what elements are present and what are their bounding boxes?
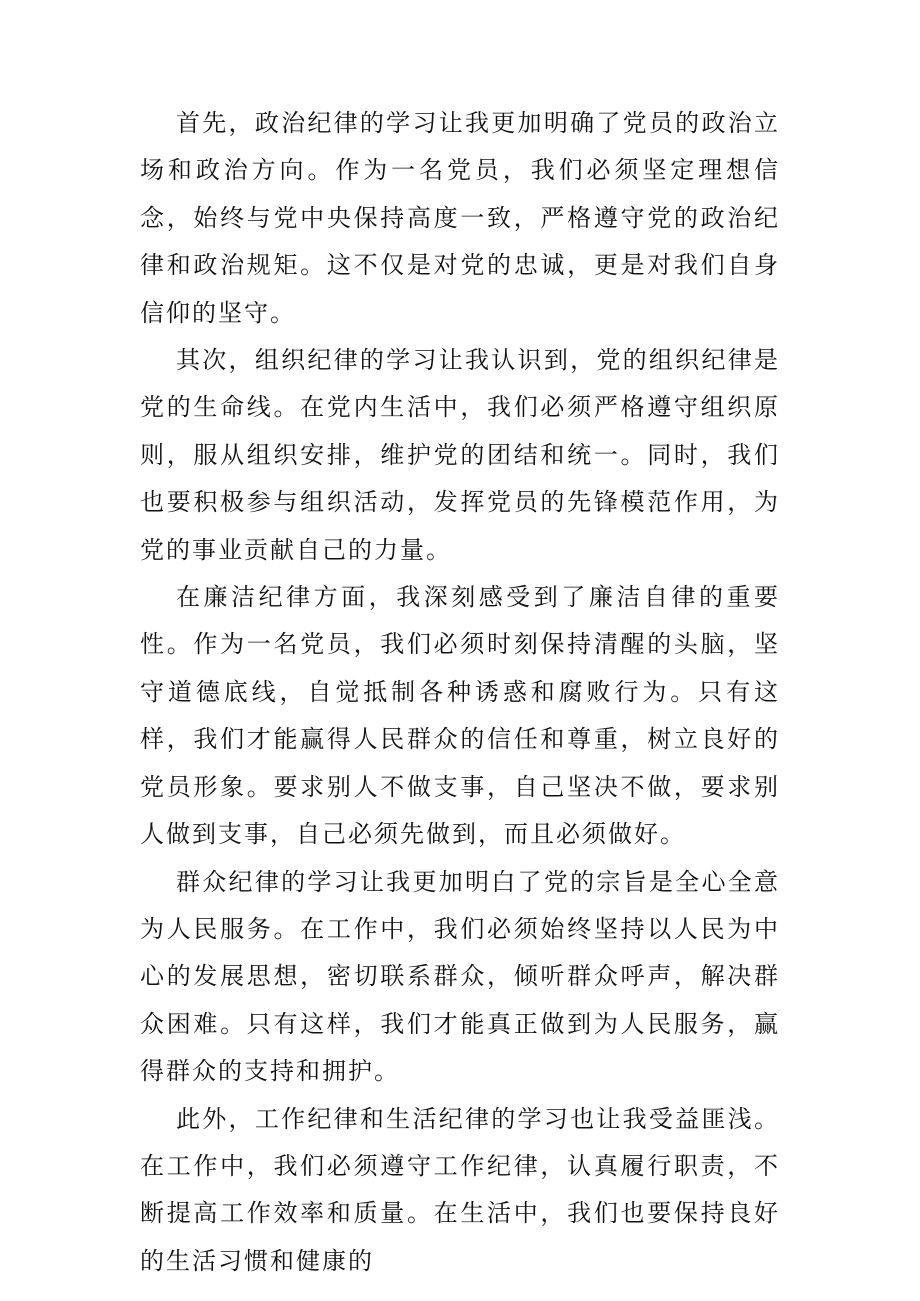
- paragraph-work-life-discipline: 此外，工作纪律和生活纪律的学习也让我受益匪浅。在工作中，我们必须遵守工作纪律，认真履行职责，不断提高工作效率和质量。在生活中，我们也要保持良好的生活习惯和健康的: [140, 1104, 780, 1275]
- paragraph-political-discipline: 首先，政治纪律的学习让我更加明确了党员的政治立场和政治方向。作为一名党员，我们必须坚定理想信念，始终与党中央保持高度一致，严格遵守党的政治纪律和政治规矩。这不仅是对党的忠诚，更是对我们自身信仰的坚守。: [140, 109, 780, 327]
- paragraph-organizational-discipline: 其次，组织纪律的学习让我认识到，党的组织纪律是党的生命线。在党内生活中，我们必须严格遵守组织原则，服从组织安排，维护党的团结和统一。同时，我们也要积极参与组织活动，发挥党员的先锋模范作用，为党的事业贡献自己的力量。: [140, 346, 780, 564]
- paragraph-mass-discipline: 群众纪律的学习让我更加明白了党的宗旨是全心全意为人民服务。在工作中，我们必须始终坚持以人民为中心的发展思想，密切联系群众，倾听群众呼声，解决群众困难。只有这样，我们才能真正做到为人民服务，赢得群众的支持和拥护。: [140, 867, 780, 1086]
- paragraph-integrity-discipline: 在廉洁纪律方面，我深刻感受到了廉洁自律的重要性。作为一名党员，我们必须时刻保持清醒的头脑，坚守道德底线，自觉抵制各种诱惑和腐败行为。只有这样，我们才能赢得人民群众的信任和尊重，树立良好的党员形象。要求别人不做支事，自己坚决不做，要求别人做到支事，自己必须先做到，而且必须做好。: [140, 583, 780, 849]
- document-body: [140, 100, 780, 1285]
